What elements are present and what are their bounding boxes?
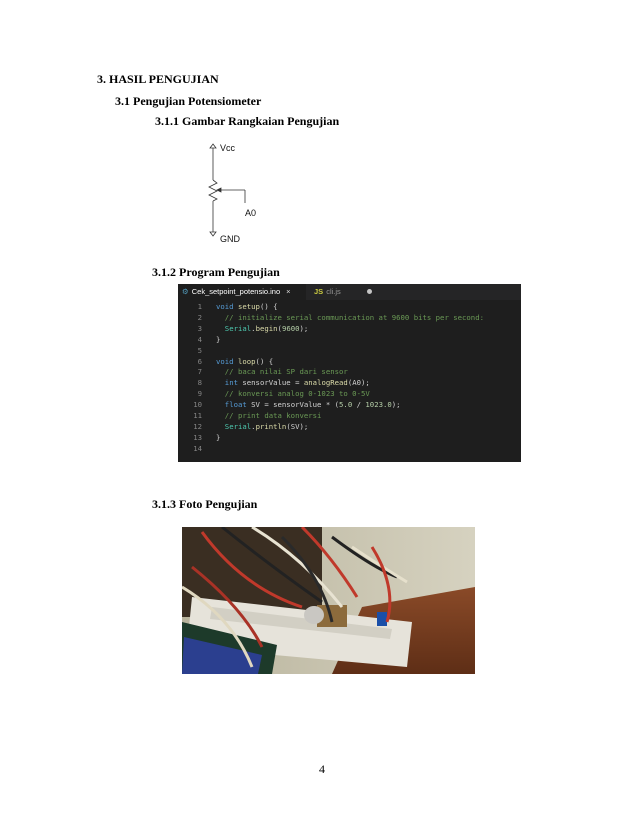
- code-editor-screenshot: [178, 284, 521, 462]
- code-token: // baca nilai SP dari sensor: [216, 367, 348, 377]
- line-number: 11: [193, 411, 202, 420]
- code-line: [178, 367, 521, 378]
- code-token: void: [216, 356, 238, 366]
- code-line: [178, 433, 521, 444]
- line-number: 12: [193, 421, 202, 431]
- code-text: [216, 335, 220, 346]
- tab-inactive-label: cli.js: [326, 287, 341, 296]
- code-token: [216, 378, 225, 387]
- line-number: 2: [197, 312, 202, 322]
- code-token: 1023.0: [365, 400, 392, 410]
- code-token: );: [299, 323, 309, 333]
- code-token: }: [216, 432, 221, 442]
- code-token: Serial: [224, 323, 252, 333]
- code-token: SV = sensorValue * (: [251, 400, 340, 410]
- line-number: 7: [197, 367, 202, 377]
- code-text: [216, 324, 308, 335]
- code-token: sensorValue =: [242, 378, 304, 388]
- code-line: [178, 324, 521, 335]
- code-text: [216, 367, 348, 378]
- line-number: 13: [193, 432, 202, 442]
- close-icon: ×: [286, 287, 291, 296]
- gnd-arrow-icon: [210, 232, 216, 236]
- code-token: int: [224, 378, 243, 388]
- code-text: [216, 357, 273, 368]
- line-number: 8: [197, 378, 202, 388]
- code-line: [178, 411, 521, 422]
- code-token: 5.0: [339, 400, 353, 410]
- code-token: analogRead: [303, 378, 348, 388]
- code-token: [216, 324, 225, 333]
- code-text: [216, 389, 370, 400]
- code-text: [216, 433, 220, 444]
- code-text: [216, 378, 370, 389]
- section-heading: 3. HASIL PENGUJIAN: [97, 72, 219, 86]
- code-token: 9600: [281, 323, 300, 333]
- code-text: [216, 302, 278, 313]
- code-token: (SV);: [286, 421, 309, 431]
- code-token: Serial: [224, 421, 252, 431]
- code-token: begin: [255, 323, 278, 333]
- figure-1-caption: 3.1.1 Gambar Rangkaian Pengujian: [155, 114, 340, 128]
- subsection-heading: 3.1 Pengujian Potensiometer: [115, 94, 262, 108]
- code-token: // print data konversi: [216, 411, 322, 420]
- figure-3-caption: 3.1.3 Foto Pengujian: [152, 497, 258, 511]
- line-number: 5: [197, 345, 202, 355]
- line-number: 4: [197, 334, 202, 344]
- code-line: [178, 422, 521, 433]
- code-token: (A0);: [347, 378, 370, 388]
- vcc-arrow-icon: [210, 144, 216, 148]
- code-line: [178, 389, 521, 400]
- code-token: }: [216, 334, 221, 344]
- code-token: void: [216, 302, 238, 311]
- code-token: () {: [255, 356, 274, 366]
- page-number: 4: [319, 762, 325, 776]
- code-token: .: [251, 421, 256, 431]
- line-number: 1: [197, 302, 202, 311]
- code-line: [178, 378, 521, 389]
- code-text: [216, 411, 321, 422]
- code-line: [178, 335, 521, 346]
- code-token: // konversi analog 0-1023 to 0-5V: [216, 389, 370, 399]
- gear-file-icon: ⚙: [182, 287, 189, 296]
- code-token: /: [352, 400, 366, 410]
- line-number: 10: [193, 400, 202, 410]
- code-line: [178, 302, 521, 313]
- code-line: [178, 400, 521, 411]
- line-number: 9: [197, 389, 202, 399]
- code-line: [178, 357, 521, 368]
- code-token: loop: [237, 356, 256, 366]
- code-text: [216, 313, 484, 324]
- resistor-icon: [209, 180, 217, 201]
- code-token: setup: [237, 302, 260, 311]
- tab-active-label: Cek_setpoint_potensio.ino: [191, 287, 281, 296]
- code-line: [178, 444, 521, 455]
- code-token: );: [391, 400, 401, 410]
- code-line: [178, 313, 521, 324]
- a0-label: A0: [245, 208, 257, 218]
- editor-tab-bar: [178, 284, 521, 300]
- vcc-label: Vcc: [220, 143, 236, 153]
- gnd-label: GND: [220, 234, 240, 244]
- code-token: println: [255, 421, 287, 431]
- code-token: // initialize serial communication at 9600 bits per second:: [216, 312, 484, 322]
- test-setup-photo: [182, 527, 475, 674]
- code-token: (: [277, 323, 282, 333]
- line-number: 14: [193, 443, 202, 453]
- code-text: [216, 422, 308, 433]
- unsaved-dot-icon: [367, 289, 372, 294]
- circuit-diagram: [200, 140, 290, 245]
- code-token: .: [251, 323, 256, 333]
- code-token: () {: [259, 302, 278, 311]
- figure-2-caption: 3.1.2 Program Pengujian: [152, 265, 280, 279]
- code-token: float: [224, 400, 252, 410]
- line-number: 3: [197, 323, 202, 333]
- code-text: [216, 400, 401, 411]
- code-token: [216, 400, 225, 409]
- tab-active: [178, 284, 306, 300]
- code-line: [178, 346, 521, 357]
- js-file-icon: JS: [314, 287, 324, 296]
- line-number: 6: [197, 356, 202, 366]
- code-token: [216, 422, 225, 431]
